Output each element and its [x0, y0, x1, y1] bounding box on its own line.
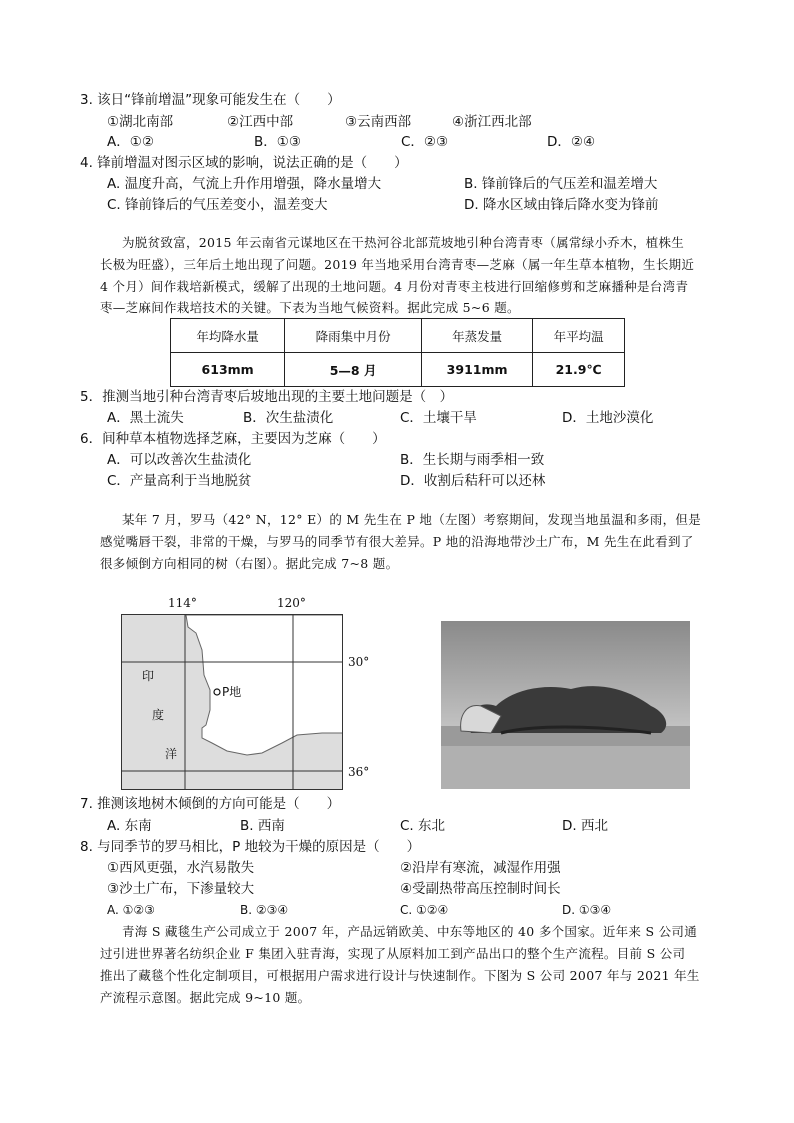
q4-option-c: C. 锋前锋后的气压差变小，温差变大	[107, 197, 328, 213]
lon-label: 114°	[168, 596, 197, 610]
q7-option-b: B. 西南	[240, 818, 285, 834]
q8-option-c: C. ①②④	[400, 903, 449, 917]
lat-label: 36°	[348, 765, 370, 779]
table-header-row	[171, 319, 625, 353]
passage-line: 长极为旺盛），三年后土地出现了问题。2019 年当地采用台湾青枣—芝麻（属一年生草本植物，生长期近	[100, 257, 695, 272]
q8-item: ①西风更强，水汽易散失	[107, 860, 255, 876]
q7-option-a: A. 东南	[107, 818, 152, 834]
passage-line: 某年 7 月，罗马（42° N，12° E）的 M 先生在 P 地（左图）考察期间，发现当地虽温和多雨，但是	[122, 512, 702, 527]
q7-option-d: D. 西北	[562, 818, 608, 834]
passage-line: 产流程示意图。据此完成 9~10 题。	[100, 990, 311, 1005]
q8-item: ③沙土广布，下渗量较大	[107, 881, 255, 897]
passage-line: 4 个月）间作栽培新模式，缓解了出现的土地问题。4 月份对青枣主枝进行回缩修剪和芝麻播种是台湾青	[100, 279, 689, 294]
q5-option-d: D．土地沙漠化	[562, 410, 654, 426]
table-cell: 3911mm	[421, 353, 532, 387]
q5-stem: 5．推测当地引种台湾青枣后坡地出现的主要土地问题是（ ）	[80, 389, 454, 405]
map	[121, 614, 343, 790]
q3-stem: 3. 该日“锋前增温”现象可能发生在（ ）	[80, 92, 341, 108]
q3-item: ③云南西部	[345, 114, 412, 130]
ocean-label: 洋	[165, 747, 178, 761]
passage-line: 为脱贫致富，2015 年云南省元谋地区在干热河谷北部荒坡地引种台湾青枣（属常绿小乔木，植株生	[122, 235, 685, 250]
passage-line: 枣—芝麻间作栽培技术的关键。下表为当地气候资料。据此完成 5~6 题。	[100, 300, 520, 315]
q3-option-a: A．①②	[107, 134, 154, 150]
q6-stem: 6．间种草本植物选择芝麻，主要因为芝麻（ ）	[80, 431, 386, 447]
lat-label: 30°	[348, 655, 370, 669]
q5-option-a: A．黑土流失	[107, 410, 184, 426]
ocean-label: 度	[152, 708, 165, 722]
table-header: 年均降水量	[171, 319, 285, 353]
q8-option-d: D. ①③④	[562, 903, 612, 917]
q3-option-c: C．②③	[401, 134, 449, 150]
table-cell: 5—8 月	[285, 353, 422, 387]
q8-stem: 8. 与同季节的罗马相比，P 地较为干燥的原因是（ ）	[80, 839, 421, 855]
q4-option-d: D. 降水区域由锋后降水变为锋前	[464, 197, 659, 213]
q7-stem: 7. 推测该地树木倾倒的方向可能是（ ）	[80, 796, 341, 812]
q3-item: ④浙江西北部	[452, 114, 532, 130]
q8-item: ④受副热带高压控制时间长	[400, 881, 561, 897]
q7-option-c: C. 东北	[400, 818, 446, 834]
passage-line: 感觉嘴唇干裂，非常的干燥，与罗马的同季节有很大差异。P 地的沿海地带沙土广布，M 先生在此看到了	[100, 534, 694, 549]
q8-option-a: A. ①②③	[107, 903, 155, 917]
q6-option-a: A．可以改善次生盐渍化	[107, 452, 252, 468]
q4-stem: 4. 锋前增温对图示区域的影响，说法正确的是（ ）	[80, 155, 408, 171]
q4-option-b: B. 锋前锋后的气压差和温差增大	[464, 176, 658, 192]
passage-line: 推出了藏毯个性化定制项目，可根据用户需求进行设计与快速制作。下图为 S 公司 2007 年与 2021 年生	[100, 968, 700, 983]
table-cell: 613mm	[171, 353, 285, 387]
passage-line: 青海 S 藏毯生产公司成立于 2007 年，产品远销欧美、中东等地区的 40 多个国家。近年来 S 公司通	[122, 924, 698, 939]
passage-line: 很多倾倒方向相同的树（右图）。据此完成 7~8 题。	[100, 556, 399, 571]
ocean-label: 印	[142, 669, 155, 683]
q3-option-d: D．②④	[547, 134, 596, 150]
q3-item: ①湖北南部	[107, 114, 174, 130]
q3-option-b: B．①③	[254, 134, 301, 150]
table-header: 降雨集中月份	[285, 319, 422, 353]
table-header: 年蒸发量	[421, 319, 532, 353]
q6-option-c: C．产量高利于当地脱贫	[107, 473, 252, 489]
point-label: P地	[222, 685, 242, 699]
leaning-tree-image	[441, 621, 690, 789]
q3-item: ②江西中部	[227, 114, 294, 130]
q5-option-c: C．土壤干旱	[400, 410, 477, 426]
q8-item: ②沿岸有寒流，减湿作用强	[400, 860, 561, 876]
climate-table	[170, 318, 625, 387]
table-row	[171, 353, 625, 387]
q8-option-b: B. ②③④	[240, 903, 289, 917]
coastline-map	[122, 615, 343, 790]
q5-option-b: B．次生盐渍化	[243, 410, 334, 426]
tree-photo	[441, 621, 690, 789]
table-header: 年平均温	[533, 319, 625, 353]
table-cell: 21.9℃	[533, 353, 625, 387]
q6-option-d: D．收割后秸秆可以还林	[400, 473, 546, 489]
lon-label: 120°	[277, 596, 306, 610]
q6-option-b: B．生长期与雨季相一致	[400, 452, 545, 468]
q4-option-a: A. 温度升高，气流上升作用增强，降水量增大	[107, 176, 382, 192]
passage-line: 过引进世界著名纺织企业 F 集团入驻青海，实现了从原料加工到产品出口的整个生产流程。目前 S 公司	[100, 946, 686, 961]
